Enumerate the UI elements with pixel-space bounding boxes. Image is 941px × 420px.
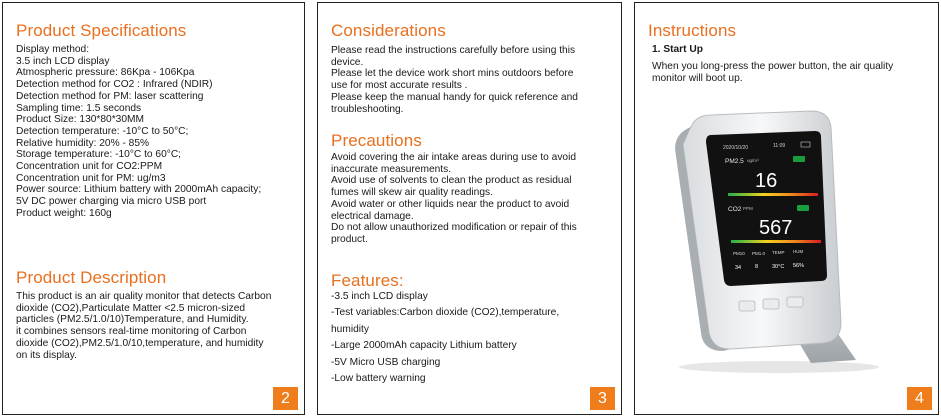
good-badge [793,156,805,162]
spec-line: Product Size: 130*80*30MM [16,114,144,126]
spec-line: Display method: [16,44,90,55]
screen-co2-label: CO2 [728,206,742,213]
spec-line: Relative humidity: 20% - 85% [16,137,150,149]
step-title: 1. Start Up [652,44,703,55]
screen-footer-value: 8 [755,264,759,270]
spec-title: Product Specifications [16,21,187,40]
spec-line: Sampling time: 1.5 seconds [16,102,142,114]
precautions-line: fumes will skew air quality readings. [331,187,493,199]
considerations-line: device. [331,56,364,68]
co2-level-bar [731,240,821,243]
features-title: Features: [331,271,404,290]
air-quality-monitor-illustration [651,105,891,375]
device-button [763,299,779,309]
screen-footer-label: PM10 [733,251,745,256]
screen-footer-label: TEMP [772,250,785,255]
spec-line: Detection method for CO2 : Infrared (NDIR) [16,79,213,91]
page-number: 4 [907,387,932,410]
considerations-line: Please let the device work short mins outdoors before [331,68,574,80]
spec-line: Concentration unit for CO2:PPM [16,161,163,173]
description-line: This product is an air quality monitor that detects Carbon [16,291,272,302]
spec-line: Power source: Lithium battery with 2000mAh capacity; [16,184,262,196]
spec-list [16,44,296,220]
description-line: dioxide (CO2),Particulate Matter <2.5 micron-sized [16,302,246,314]
spec-line: Storage temperature: -10°C to 60°C; [16,149,182,161]
spec-line: 5V DC power charging via micro USB port [16,196,207,208]
feature-line: -Test variables:Carbon dioxide (CO2),temperature, [331,307,560,319]
considerations-line: Please read the instructions carefully before using this [331,45,576,56]
spec-line: Product weight: 160g [16,207,112,219]
page-number: 3 [590,387,615,410]
screen-time: 11:09 [773,143,786,149]
precautions-text [331,152,613,246]
features-list [331,289,613,387]
screen-footer-value: 30°C [772,264,785,270]
feature-line: -5V Micro USB charging [331,356,441,368]
spec-line: Detection method for PM: laser scattering [16,90,204,102]
pm-level-bar [728,193,818,196]
device-button [787,297,803,307]
manual-page-2 [2,2,305,415]
considerations-text [331,45,613,115]
page-number: 2 [273,387,298,410]
step-line: When you long-press the power button, the air quality [652,61,894,72]
precautions-title: Precautions [331,131,422,150]
screen-footer-value: 34 [735,265,742,271]
feature-line: -3.5 inch LCD display [331,291,428,302]
description-line: on its display. [16,349,77,361]
considerations-title: Considerations [331,21,446,40]
screen-footer-label: PM1.0 [752,251,766,256]
feature-line: -Low battery warning [331,373,426,385]
screen-pm-unit: ug/m³ [747,158,759,163]
precautions-line: Avoid covering the air intake areas during use to avoid [331,152,577,163]
precautions-line: Avoid water or other liquids near the product to avoid [331,198,570,210]
instructions-title: Instructions [648,21,737,40]
screen-pm-label: PM2.5 [725,158,744,165]
description-line: particles (PM2.5/1.0/10)Temperature, and Humidity. [16,314,249,326]
considerations-line: troubleshooting. [331,103,404,115]
considerations-line: Please keep the manual handy for quick reference and [331,91,578,103]
manual-page-3 [317,2,622,415]
description-line: dioxide (CO2),PM2.5/1.0/10,temperature, and humidity [16,337,264,349]
spec-line: Atmospheric pressure: 86Kpa - 106Kpa [16,67,195,79]
screen-footer-value: 56% [793,263,805,269]
screen-co2-unit: PPM [743,206,753,211]
feature-line: -Large 2000mAh capacity Lithium battery [331,340,517,352]
shadow [679,361,879,373]
spec-line: Concentration unit for PM: ug/m3 [16,172,166,184]
manual-page-4 [634,2,939,415]
description-title: Product Description [16,268,167,287]
step-text [652,61,930,84]
device-button [739,301,755,311]
good-badge [797,205,809,211]
spec-line: 3.5 inch LCD display [16,55,110,67]
considerations-line: use for most accurate results . [331,80,468,92]
screen-footer-label: HUM [793,249,804,254]
spec-line: Detection temperature: -10°C to 50°C; [16,125,189,137]
precautions-line: product. [331,233,368,245]
precautions-line: Avoid use of solvents to clean the product as residual [331,175,572,187]
step-line: monitor will boot up. [652,72,743,84]
screen-co2-value: 567 [759,217,793,239]
screen-date: 2020/10/20 [723,145,749,151]
description-line: it combines sensors real-time monitoring of Carbon [16,326,247,338]
precautions-line: inaccurate measurements. [331,163,452,175]
precautions-line: electrical damage. [331,210,414,222]
feature-line: humidity [331,323,369,335]
precautions-line: Do not allow unauthorized modification or repair of this [331,222,577,234]
description-text [16,291,296,361]
screen-pm-value: 16 [755,170,778,192]
